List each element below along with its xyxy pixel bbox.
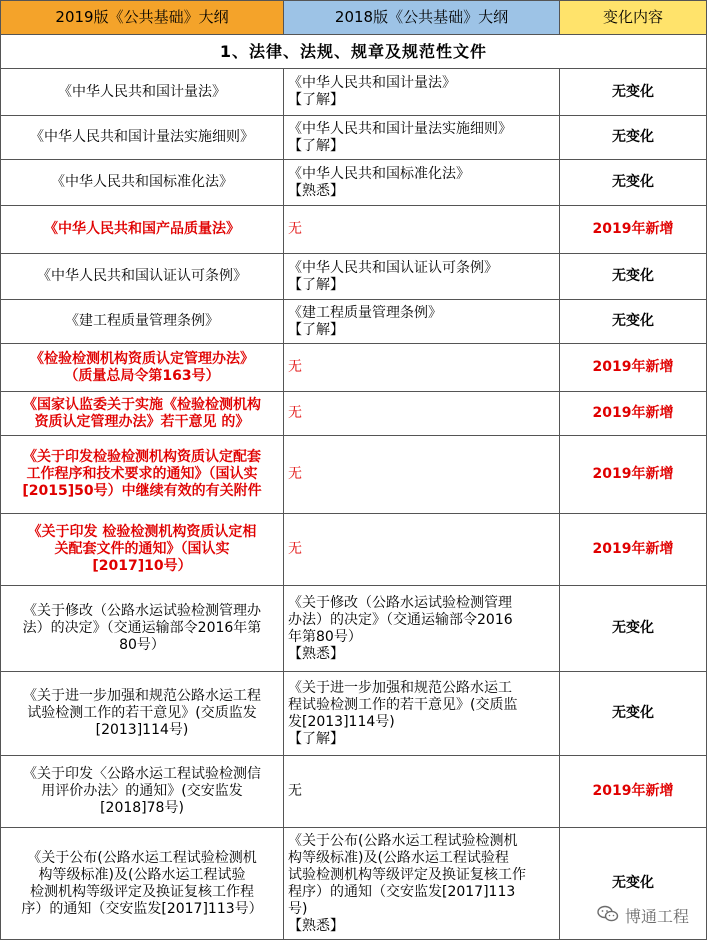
cell-2018	[284, 514, 560, 586]
cell-line: 无	[288, 405, 302, 421]
cell-line: 构等级标准)及(公路水运工程试验	[38, 866, 246, 883]
cell-2019	[1, 392, 284, 436]
cell-line: 《关于印发检验检测机构资质认定配套	[23, 449, 261, 465]
cell-line: 《关于修改（公路水运试验检测管理	[288, 594, 512, 611]
section-row	[1, 35, 707, 69]
table-row	[1, 344, 707, 392]
cell-line: 检测机构等级评定及换证复核工作程	[30, 883, 254, 900]
cell-line: 《中华人民共和国计量法实施细则》	[288, 120, 512, 137]
table-row	[1, 160, 707, 206]
wechat-icon	[597, 905, 619, 927]
cell-line: 《关于印发〈公路水运工程试验检测信	[23, 766, 261, 782]
cell-2018	[284, 828, 560, 940]
cell-line: 《国家认监委关于实施《检验检测机构	[23, 396, 261, 413]
cell-line: 无	[288, 466, 302, 482]
header-changes: 变化内容	[560, 1, 707, 35]
cell-change: 2019年新增	[560, 436, 707, 514]
cell-line: 工作程序和技术要求的通知》（国认实	[26, 466, 258, 482]
cell-line: 【了解】	[288, 321, 344, 338]
cell-2018	[284, 160, 560, 206]
cell-line: 【了解】	[288, 276, 344, 293]
cell-change: 无变化	[560, 69, 707, 116]
cell-2019	[1, 828, 284, 940]
cell-2018	[284, 254, 560, 300]
cell-2019	[1, 436, 284, 514]
cell-line: 《关于修改（公路水运试验检测管理办	[23, 603, 261, 619]
header-2019: 2019版《公共基础》大纲	[1, 1, 284, 35]
cell-2019	[1, 254, 284, 300]
cell-line: 【熟悉】	[288, 645, 344, 662]
cell-change: 2019年新增	[560, 206, 707, 254]
cell-line: 《中华人民共和国标准化法》	[288, 165, 470, 182]
cell-line: 《关于公布(公路水运工程试验检测机	[288, 832, 518, 849]
cell-2018	[284, 436, 560, 514]
cell-2019	[1, 116, 284, 160]
cell-change: 无变化	[560, 672, 707, 756]
watermark	[597, 904, 689, 927]
cell-change: 2019年新增	[560, 756, 707, 828]
cell-line: 【了解】	[288, 92, 344, 108]
table-row	[1, 206, 707, 254]
cell-change: 无变化	[560, 586, 707, 672]
cell-line: 无	[288, 221, 302, 237]
cell-2019	[1, 344, 284, 392]
table-row	[1, 300, 707, 344]
cell-line: 年第80号）	[288, 628, 362, 645]
cell-line: 关配套文件的通知》（国认实	[54, 541, 230, 557]
cell-change: 无变化	[560, 254, 707, 300]
table-row	[1, 436, 707, 514]
cell-change: 2019年新增	[560, 392, 707, 436]
cell-line: 《中华人民共和国认证认可条例》	[288, 259, 498, 276]
cell-change: 无变化	[560, 828, 707, 940]
cell-line: 序）的通知（交安监发[2017]113号）	[21, 900, 263, 917]
cell-line: （质量总局令第163号）	[64, 367, 220, 384]
cell-line: 《中华人民共和国计量法》	[58, 83, 226, 100]
cell-line: 号)	[288, 900, 308, 917]
cell-2018	[284, 756, 560, 828]
cell-2019	[1, 586, 284, 672]
watermark-text: 博通工程	[624, 907, 689, 926]
cell-change: 2019年新增	[560, 514, 707, 586]
cell-2019	[1, 206, 284, 254]
cell-2018	[284, 206, 560, 254]
cell-line: 《中华人民共和国计量法》	[288, 75, 456, 91]
header-row	[1, 1, 707, 35]
cell-line: 无	[288, 359, 302, 375]
table-row	[1, 69, 707, 116]
cell-line: 《中华人民共和国认证认可条例》	[37, 268, 247, 284]
cell-line: 用评价办法〉的通知》(交安监发	[41, 783, 243, 799]
table-row	[1, 116, 707, 160]
cell-2018	[284, 672, 560, 756]
table-row	[1, 392, 707, 436]
cell-2019	[1, 160, 284, 206]
cell-2018	[284, 586, 560, 672]
cell-line: 80号）	[119, 637, 165, 653]
cell-line: 【熟悉】	[288, 182, 344, 199]
cell-change: 2019年新增	[560, 344, 707, 392]
cell-line: 程序）的通知（交安监发[2017]113	[288, 883, 516, 900]
cell-change: 无变化	[560, 300, 707, 344]
cell-line: 【了解】	[288, 730, 344, 747]
cell-change: 无变化	[560, 116, 707, 160]
cell-line: 【熟悉】	[288, 917, 344, 934]
cell-2018	[284, 116, 560, 160]
cell-line: 无	[288, 541, 302, 557]
cell-change: 无变化	[560, 160, 707, 206]
cell-line: 《关于印发 检验检测机构资质认定相	[27, 524, 257, 540]
cell-2019	[1, 756, 284, 828]
cell-2019	[1, 300, 284, 344]
cell-2018	[284, 392, 560, 436]
cell-line: 法）的决定》（交通运输部令2016年第	[22, 620, 262, 636]
cell-line: 发[2013]114号)	[288, 713, 395, 730]
cell-2019	[1, 514, 284, 586]
cell-line: 试验检测工作的若干意见》(交质监发	[27, 705, 257, 721]
cell-2018	[284, 69, 560, 116]
cell-line: 【了解】	[288, 137, 344, 154]
cell-line: 《关于进一步加强和规范公路水运工	[288, 679, 512, 696]
cell-2018	[284, 344, 560, 392]
cell-line: 资质认定管理办法》若干意见 的》	[34, 413, 250, 430]
cell-line: 《建工程质量管理条例》	[288, 304, 442, 321]
cell-line: 《关于进一步加强和规范公路水运工程	[23, 688, 261, 704]
cell-line: 《中华人民共和国标准化法》	[51, 174, 233, 190]
section-title: 1、法律、法规、规章及规范性文件	[1, 35, 707, 69]
cell-2019	[1, 69, 284, 116]
header-2018: 2018版《公共基础》大纲	[284, 1, 560, 35]
cell-line: 程试验检测工作的若干意见》(交质监	[288, 696, 518, 713]
cell-2018	[284, 300, 560, 344]
table-row	[1, 672, 707, 756]
cell-line: 构等级标准)及(公路水运工程试验程	[288, 849, 509, 866]
cell-line: [2018]78号)	[100, 800, 184, 816]
cell-line: 《建工程质量管理条例》	[65, 313, 219, 329]
table-row	[1, 756, 707, 828]
table-row	[1, 586, 707, 672]
table-row	[1, 254, 707, 300]
cell-line: 《检验检测机构资质认定管理办法》	[30, 350, 254, 367]
table-row	[1, 514, 707, 586]
cell-line: 《中华人民共和国产品质量法》	[44, 221, 240, 237]
cell-line: 《中华人民共和国计量法实施细则》	[30, 129, 254, 145]
cell-line: 办法）的决定》（交通运输部令2016	[288, 611, 513, 628]
cell-2019	[1, 672, 284, 756]
cell-line: 《关于公布(公路水运工程试验检测机	[27, 849, 257, 866]
cell-line: [2017]10号）	[92, 558, 192, 574]
cell-line: 无	[288, 783, 302, 799]
cell-line: [2013]114号)	[95, 722, 189, 738]
cell-line: 试验检测机构等级评定及换证复核工作	[288, 866, 526, 883]
cell-line: [2015]50号）中继续有效的有关附件	[22, 483, 262, 499]
